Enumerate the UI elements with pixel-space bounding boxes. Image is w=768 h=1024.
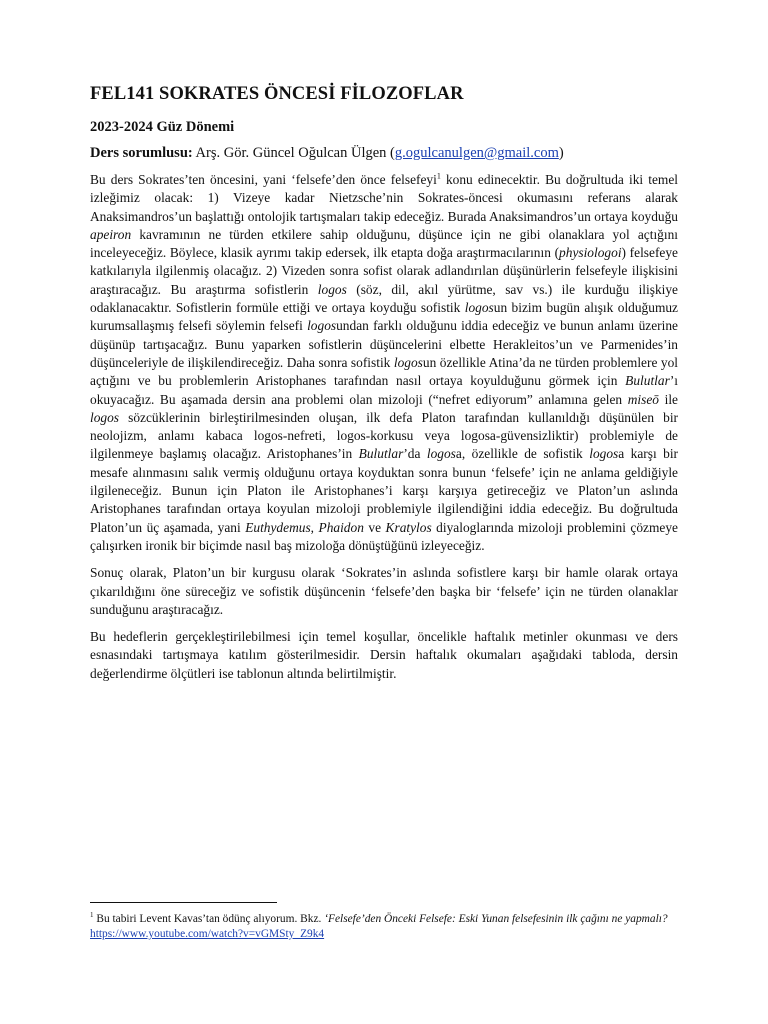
p1-italic: logos	[426, 446, 456, 462]
p1-text: Bu ders Sokrates’ten öncesini, yani ‘felsefe’den önce felsefeyi	[90, 172, 437, 187]
instructor-line	[90, 145, 678, 162]
p1-text: (söz, dil, akıl yürütme, sav vs.) ile kurduğu ilişkiye odaklanacaktır. Sofistlerin formüle ettiği ve ortaya koyduğu sofistik	[90, 281, 679, 316]
p1-text: un özellikle Atina’da ne türden problemlere yol açtığını ve bu problemlerin Aristophanes tarafından nasıl ortaya koyulduğunu görmek için	[90, 354, 678, 389]
p1-text: undan farklı olduğunu iddia edeceğiz ve bunun anlamı üzerine düşünüp tartışacağız. Bunu yaparken sofistlerin düşüncelerini elbette Herakleitos’un ve Parmenides’in düşünceleriyle de ilişkilendireceğiz. Daha sonra sofistik	[90, 318, 678, 370]
p1-text: ’ı okuyacağız. Bu aşamada dersin ana problemi olan mizoloji (“nefret ediyorum” anlamına gelen	[90, 373, 678, 407]
course-title: FEL141 SOKRATES ÖNCESİ FİLOZOFLAR	[90, 84, 464, 104]
p1-text: ) felsefeye katkılarıyla ilgilenmiş olacağız. 2) Vizeden sonra sofist olarak adlandırılan düşünürlerin felsefeyle ilişkisini araştıracağız. Bu araştırma sofistlerin	[90, 245, 678, 297]
footnote-italic-title: ‘Felsefe’den Önceki Felsefe: Eski Yunan felsefesinin ilk çağını ne yapmalı?	[324, 912, 668, 925]
paragraph-2: Sonuç olarak, Platon’un bir kurgusu olarak ‘Sokrates’in aslında sofistlere karşı bir hamle olarak ortaya çıkarıldığını öne süreceğiz ve sofistik düşüncenin ‘felsefe’den başka bir ‘felsefe’ için ne türden olanaklar sunduğunu araştıracağız.	[90, 565, 678, 617]
footnote	[90, 908, 680, 942]
p1-italic: logos	[589, 446, 619, 462]
paragraph-3: Bu hedeflerin gerçekleştirilebilmesi için temel koşullar, öncelikle haftalık metinler okunması ve ders esnasındaki tartışmaya katılım gösterilmesidir. Dersin haftalık okumaları aşağıdaki tabloda, dersin değerlendirme ölçütleri ise tablonun altında belirtilmiştir.	[90, 629, 678, 681]
p1-italic: Euthydemus	[245, 519, 311, 535]
p1-text: a karşı bir mesafe alınmasını salık vermiş olduğunu ortaya koyduktan sonra bunun ‘felsefe’ için ne anlama geldiğiyle ilgileneceğiz. Bunun için Platon ile Aristophanes’i karşı karşıya getireceğiz ve Platon’un aslında Aristophanes tarafından ortaya koyulan mizoloji problemiyle ilgilendiğini iddia edeceğiz. Bu doğrultuda Platon’un üç aşamada, yani	[90, 446, 679, 535]
p1-text: konu edinecektir. Bu doğrultuda iki temel izleğimiz olacak: 1) Vizeye kadar Nietzsche’nin Sokrates-öncesi okumasını referans alarak Anaksimandros’un başlattığı ontolojik tartışmaları takip edeceğiz. Burada Anaksimandros’un ortaya koyduğu	[90, 172, 678, 224]
open-paren: (	[390, 145, 395, 161]
p1-text: ,	[310, 519, 319, 535]
p1-text: sözcüklerinin birleştirilmesinden oluşan, ilk defa Platon tarafından kullanıldığı düşünülen bir neolojizm, anlamı kabaca logos-nefreti, logos-korkusu veya logosa-güvensizliktir) problemiyle de ilgilenmeye başlamış olacağız. Aristophanes’in	[90, 409, 678, 462]
p1-italic: miseō	[627, 391, 659, 407]
p1-italic: apeiron	[90, 226, 132, 242]
p1-text: a, özellikle de sofistik	[455, 446, 590, 462]
instructor-email-link[interactable]: g.ogulcanulgen@gmail.com	[394, 145, 559, 161]
instructor-name: Arş. Gör. Güncel Oğulcan Ülgen	[195, 145, 387, 161]
footnote-text: Bu tabiri Levent Kavas’tan ödünç alıyorum. Bkz.	[93, 912, 325, 925]
p1-italic: Bulutlar	[358, 446, 404, 462]
p1-italic: logos	[90, 409, 120, 425]
p1-text: ile	[659, 391, 679, 407]
footnote-number: 1	[90, 911, 94, 919]
footnote-ref[interactable]: 1	[436, 171, 441, 181]
instructor-label: Ders sorumlusu:	[90, 145, 193, 161]
p1-text: ’da	[403, 446, 427, 462]
p1-text: kavramının ne türden etkilere sahip olduğunu, düşünce için ne gibi olanaklara yol açtığını inceleyeceğiz. Böylece, klasik ayrımı takip edersek, ilk etapta doğa araştırmacılarının (	[90, 226, 678, 261]
p1-text: un bizim bugün alışık olduğumuz kurumsallaşmış felsefi söylemin felsefi	[90, 300, 678, 334]
close-paren: )	[558, 145, 564, 161]
term-label: 2023-2024 Güz Dönemi	[90, 119, 235, 135]
footnote-divider	[90, 902, 277, 903]
p1-italic: logos	[307, 318, 337, 334]
p1-text: ve	[363, 519, 386, 535]
p1-italic: logos	[464, 300, 494, 316]
p1-italic: Phaidon	[318, 519, 364, 535]
p1-italic: physiologoi	[559, 245, 622, 261]
footnote-youtube-link[interactable]: https://www.youtube.com/watch?v=vGMSty_Z9k4	[90, 927, 325, 940]
p1-text: diyaloglarında mizoloji problemini çözmeye çalışırken ironik bir biçimde nasıl baş mizoloğa dönüştüğünü izleyeceğiz.	[90, 519, 678, 553]
p1-italic: Bulutlar	[625, 373, 670, 389]
p1-italic: logos	[393, 354, 423, 370]
p1-italic: Kratylos	[385, 519, 432, 535]
p1-italic: logos	[317, 281, 347, 297]
paragraph-1	[90, 171, 678, 555]
